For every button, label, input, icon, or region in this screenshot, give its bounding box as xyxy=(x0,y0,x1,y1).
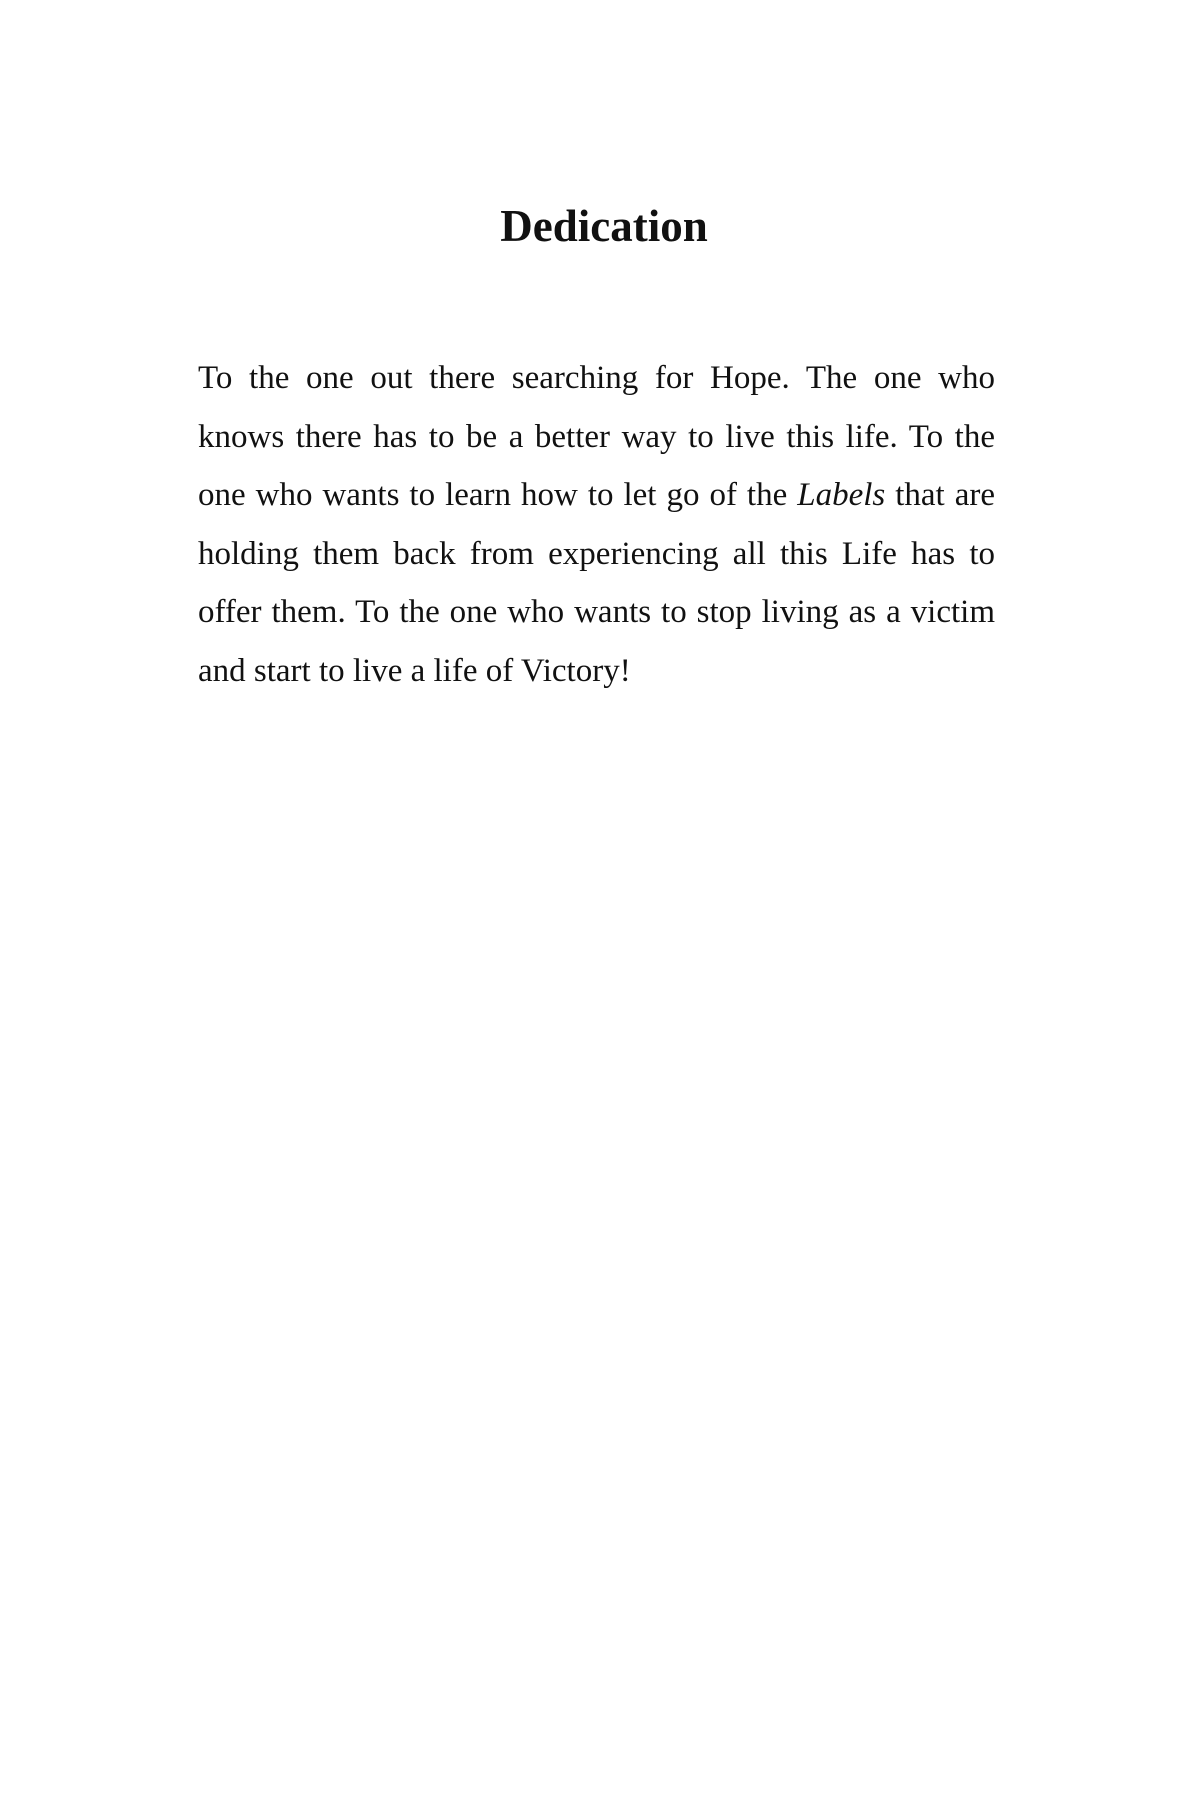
page-title: Dedication xyxy=(500,201,708,251)
dedication-text-part-1: To the one out there searching for Hope. The one who knows there has to be a better way to live this life. To the one who wants to learn how to let go of the xyxy=(198,360,995,513)
dedication-text-part-2: that are holding them back from experiencing all this Life has to offer them. To the one who wants to stop living as a victim and start to live a life of Victory! xyxy=(198,477,995,689)
dedication-paragraph xyxy=(198,349,995,700)
dedication-italic-labels: Labels xyxy=(797,477,886,513)
